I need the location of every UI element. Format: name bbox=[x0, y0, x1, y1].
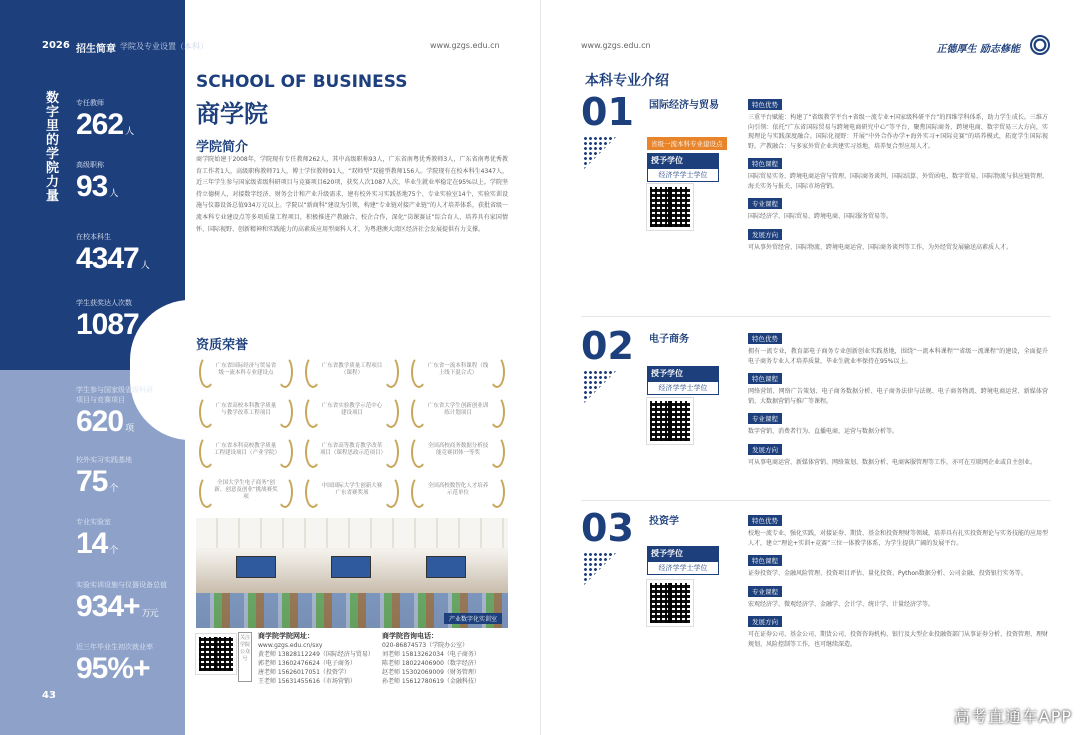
stat-awards bbox=[76, 298, 157, 348]
honor-item: 广东省一流本科课程（线上线下混合式） bbox=[408, 352, 508, 388]
photo-caption: 产业数字化实训室 bbox=[444, 613, 502, 624]
stat-label: 学生参与国家级省级科研项目与竞赛项目 bbox=[76, 386, 153, 404]
school-logo-icon bbox=[1030, 35, 1050, 55]
section-text: 拥有一流专业，教育部电子商务专业创新创业实践基地，围绕“一流本科课程”“省级一流课程”的建设，全面提升电子商务专业人才培养质量，毕业生就业率保持在95%以上。 bbox=[748, 348, 1048, 365]
school-name-cn: 商学院 bbox=[196, 100, 268, 128]
honor-item: 全国高校商务数据分析技能竞赛团体一等奖 bbox=[408, 432, 508, 468]
stat-label: 专任教师 bbox=[76, 99, 104, 107]
honor-item: 广东省本科高校教学质量工程建设项目（产业学院） bbox=[196, 432, 296, 468]
breadcrumb: 学院及专业设置（本科） bbox=[120, 42, 208, 51]
stat-teachers bbox=[76, 98, 133, 148]
stat-bases bbox=[76, 455, 132, 505]
stat-label: 学生获奖达人次数 bbox=[76, 299, 132, 307]
qr-code-major-2[interactable] bbox=[647, 398, 693, 444]
stat-value: 93 人 bbox=[76, 170, 118, 203]
degree-value: 经济学学士学位 bbox=[647, 561, 719, 575]
right-page bbox=[540, 0, 1080, 735]
stat-value: 262 人 bbox=[76, 108, 134, 141]
section-tag: 特色优势 bbox=[748, 333, 782, 344]
website-url-right[interactable]: www.gzgs.edu.cn bbox=[581, 41, 651, 50]
honor-item: 广东省高校本科教学质量与教学改革工程项目 bbox=[196, 392, 296, 428]
stat-value: 4347 人 bbox=[76, 242, 149, 275]
section-tag: 专业课程 bbox=[748, 198, 782, 209]
stat-value: 95%+ bbox=[76, 652, 150, 685]
stat-label: 在校本科生 bbox=[76, 233, 111, 241]
contact-line: 陈老师 18022406900（数字经济） bbox=[382, 660, 480, 667]
degree-title: 授予学位 bbox=[647, 546, 719, 561]
phone-main: 020-86874573（学院办公室） bbox=[382, 642, 469, 649]
honor-item: 广东省教学质量工程项目（课程） bbox=[302, 352, 402, 388]
divider bbox=[581, 316, 1051, 317]
major-details bbox=[748, 326, 1048, 467]
dot-pattern bbox=[583, 136, 617, 170]
degree-value: 经济学学士学位 bbox=[647, 381, 719, 395]
degree-box bbox=[647, 153, 719, 182]
stat-value: 1087 人次 bbox=[76, 308, 157, 341]
stat-students bbox=[76, 232, 149, 282]
stat-senior-titles bbox=[76, 160, 117, 210]
honor-item: 广东省实验教学示范中心建设项目 bbox=[302, 392, 402, 428]
major-name: 国际经济与贸易 bbox=[649, 100, 719, 111]
major-number: 03 bbox=[581, 506, 634, 550]
top-bar bbox=[0, 38, 540, 56]
section-text: 数字营销、消费者行为、直播电商、运营与数据分析等。 bbox=[748, 428, 899, 435]
page-number: 43 bbox=[42, 690, 56, 701]
stat-projects bbox=[76, 385, 156, 445]
degree-value: 经济学学士学位 bbox=[647, 168, 719, 182]
section-text: 三重平台赋能：构建了“省级教学平台+省级一流专业+国家级科研平台”的四维学科体系，助力学生成长。三维方向引领：依托“广东省国际贸易与跨境电商研究中心”等平台，聚焦国际商务、跨境电商、数字贸易三大方向，实现理论与实践深度融合。国际化视野：开展“中外合作办学+海外实习+国际竞赛”的培养模式，拓宽学生国际视野。产教融合：与多家外贸企业共建实习基地，培养复合型应用人才。 bbox=[748, 114, 1048, 150]
section-tag: 特色优势 bbox=[748, 99, 782, 110]
qr-caption: 关注学院公众号 bbox=[238, 632, 252, 682]
contact-web bbox=[258, 632, 380, 686]
section-text: 国际经济学、国际贸易、跨境电商、国际服务贸易等。 bbox=[748, 213, 893, 220]
school-name-en: SCHOOL OF BUSINESS bbox=[196, 72, 408, 92]
major-badge: 省级一流本科专业建设点 bbox=[647, 137, 727, 150]
section-text: 宏观经济学、微观经济学、金融学、会计学、统计学、计量经济学等。 bbox=[748, 600, 935, 608]
section-tag: 专业课程 bbox=[748, 586, 782, 597]
section-tag: 发展方向 bbox=[748, 229, 782, 240]
stat-label: 实验实训设施与仪器设备总值 bbox=[76, 581, 167, 589]
stat-equipment bbox=[76, 580, 167, 630]
contact-line: 孙老师 15612780619（金融科技） bbox=[382, 678, 480, 685]
stat-label: 近三年毕业生初次就业率 bbox=[76, 643, 153, 651]
honors-heading: 资质荣誉 bbox=[196, 338, 249, 353]
sidebar-title: 数字里的学院力量 bbox=[46, 91, 61, 204]
stat-employment bbox=[76, 642, 153, 692]
section-text: 网络营销、网络广告策划、电子商务数据分析、电子商务法律与法规、电子商务物流、跨境电商运营、新媒体营销、大数据营销与推广等课程。 bbox=[748, 388, 1048, 405]
section-text: 可在证券公司、基金公司、期货公司、投资咨询机构、银行及大型企业投融资部门从事证券分析、投资管理、理财规划、风险控制等工作，也可继续深造。 bbox=[748, 631, 1049, 648]
contact-phone bbox=[382, 632, 512, 686]
intro-text: 商学院始建于2008年，学院现有专任教师262人，其中高级职称93人，广东省南粤优秀教师3人，广东省南粤优秀教育工作者1人，高级职称教师71人，博士学位教师91人，“双师型”双能型教师156人。学院现有在校本科生4347人，近三年学生参与国家级省级科研项目与竞赛项目620项，获奖人次1087人次，毕业生就业率稳定在95%以上。学院坚持立德树人，对接数字经济、财务会计和产业升级需求，建有校外实习实践基地75个、专业实验室14个，实验实训设施与仪器设备总值934万元以上。学院以“新商科”建设为引领，构建“专业链对接产业链”的人才培养体系，获批省级一流本科专业建设点等多项质量工程项目，积极推进产教融合、校企合作，深化“岗课赛证”综合育人，培养具有家国情怀、国际视野、创新精神和实践能力的高素质应用型商科人才，为粤港澳大湾区经济社会发展提供有力支撑。 bbox=[196, 156, 508, 233]
lab-photo bbox=[196, 518, 508, 628]
web-url[interactable]: www.gzgs.edu.cn/sxy bbox=[258, 642, 323, 649]
section-tag: 专业课程 bbox=[748, 413, 782, 424]
contact-line: 黄老师 13828112249（国际经济与贸易） bbox=[258, 651, 374, 658]
contact-line: 赵老师 15302069009（财务管理） bbox=[382, 669, 480, 676]
website-url-left[interactable]: www.gzgs.edu.cn bbox=[430, 41, 500, 50]
phone-label: 商学院咨询电话： bbox=[382, 632, 438, 640]
section-text: 可从事电商运营、新媒体营销、网络策划、数据分析、电商客服管理等工作，亦可在互联网企业或自主创业。 bbox=[748, 458, 1037, 466]
section-tag: 发展方向 bbox=[748, 616, 782, 627]
qr-code-major-1[interactable] bbox=[647, 184, 693, 230]
section-tag: 特色优势 bbox=[748, 515, 782, 526]
section-text: 可从事外贸经营、国际物流、跨境电商运营、国际商务谈判等工作，为外经贸发展输送高素质人才。 bbox=[748, 243, 1013, 251]
school-motto: 正德厚生 励志修能 bbox=[936, 44, 1020, 55]
dot-pattern bbox=[583, 370, 617, 404]
contact-line: 郭老师 13602476624（电子商务） bbox=[258, 660, 356, 667]
stat-value: 14 个 bbox=[76, 527, 118, 560]
section-tag: 特色课程 bbox=[748, 555, 782, 566]
stat-value: 620 项 bbox=[76, 405, 134, 438]
contact-line: 王老师 15631455616（市场营销） bbox=[258, 678, 356, 685]
major-number: 01 bbox=[581, 90, 634, 134]
guide-label: 招生简章 bbox=[76, 44, 116, 55]
intro-heading: 学院简介 bbox=[196, 140, 249, 155]
major-details bbox=[748, 92, 1048, 252]
stat-value: 75 个 bbox=[76, 465, 118, 498]
dot-pattern bbox=[583, 552, 617, 586]
section-text: 证券投资学、金融风险管理、投资项目评估、量化投资、Python数据分析、公司金融、投资银行实务等。 bbox=[748, 570, 1027, 577]
degree-title: 授予学位 bbox=[647, 366, 719, 381]
section-tag: 发展方向 bbox=[748, 444, 782, 455]
honor-item: 广东省高等教育教学改革项目（课程思政示范项目） bbox=[302, 432, 402, 468]
divider bbox=[581, 500, 1051, 501]
stat-label: 专业实验室 bbox=[76, 518, 111, 526]
section-tag: 特色课程 bbox=[748, 158, 782, 169]
honors-grid bbox=[196, 352, 508, 508]
honor-item: 广东省国际经济与贸易省级一流本科专业建设点 bbox=[196, 352, 296, 388]
stat-label: 校外实习实践基地 bbox=[76, 456, 132, 464]
stat-value: 934+ 万元 bbox=[76, 590, 158, 623]
watermark: 高考直通车APP bbox=[953, 707, 1072, 726]
honor-item: 广东省大学生创新创业训练计划项目 bbox=[408, 392, 508, 428]
web-label: 商学院学院网址： bbox=[258, 632, 314, 640]
major-details bbox=[748, 508, 1048, 649]
major-number: 02 bbox=[581, 324, 634, 368]
section-text: 校地一流专业，强化实践，对接证券、期货、基金和投资理财等领域，培养具有扎实投资理论与实务技能的应用型人才，建立“理论+实训+竞赛”三位一体教学体系，为学生提供广阔的发展平台。 bbox=[748, 530, 1049, 547]
major-name: 投资学 bbox=[649, 516, 679, 527]
contact-line: 刘老师 15813262034（电子商务） bbox=[382, 651, 480, 658]
degree-box bbox=[647, 366, 719, 395]
degree-title: 授予学位 bbox=[647, 153, 719, 168]
section-text: 国际贸易实务、跨境电商运营与管理、国际商务谈判、国际结算、外贸函电、数字贸易、国际物流与供应链管理、海关实务与报关、国际市场营销。 bbox=[748, 173, 1049, 190]
degree-box bbox=[647, 546, 719, 575]
qr-code-major-3[interactable] bbox=[647, 580, 693, 626]
majors-heading: 本科专业介绍 bbox=[585, 73, 669, 89]
honor-item: 全国高校数智化人才培养示范单位 bbox=[408, 472, 508, 508]
honor-item: 全国大学生电子商务“创新、创意及创业”挑战赛奖项 bbox=[196, 472, 296, 508]
stat-label: 高级职称 bbox=[76, 161, 104, 169]
major-name: 电子商务 bbox=[649, 334, 689, 345]
honor-item: 中国国际大学生创新大赛广东省赛奖项 bbox=[302, 472, 402, 508]
year-label: 2026 bbox=[42, 40, 70, 51]
contact-line: 唐老师 15626017051（投资学） bbox=[258, 669, 350, 676]
qr-code-left[interactable] bbox=[196, 634, 236, 674]
section-tag: 特色课程 bbox=[748, 373, 782, 384]
stat-labs bbox=[76, 517, 117, 567]
